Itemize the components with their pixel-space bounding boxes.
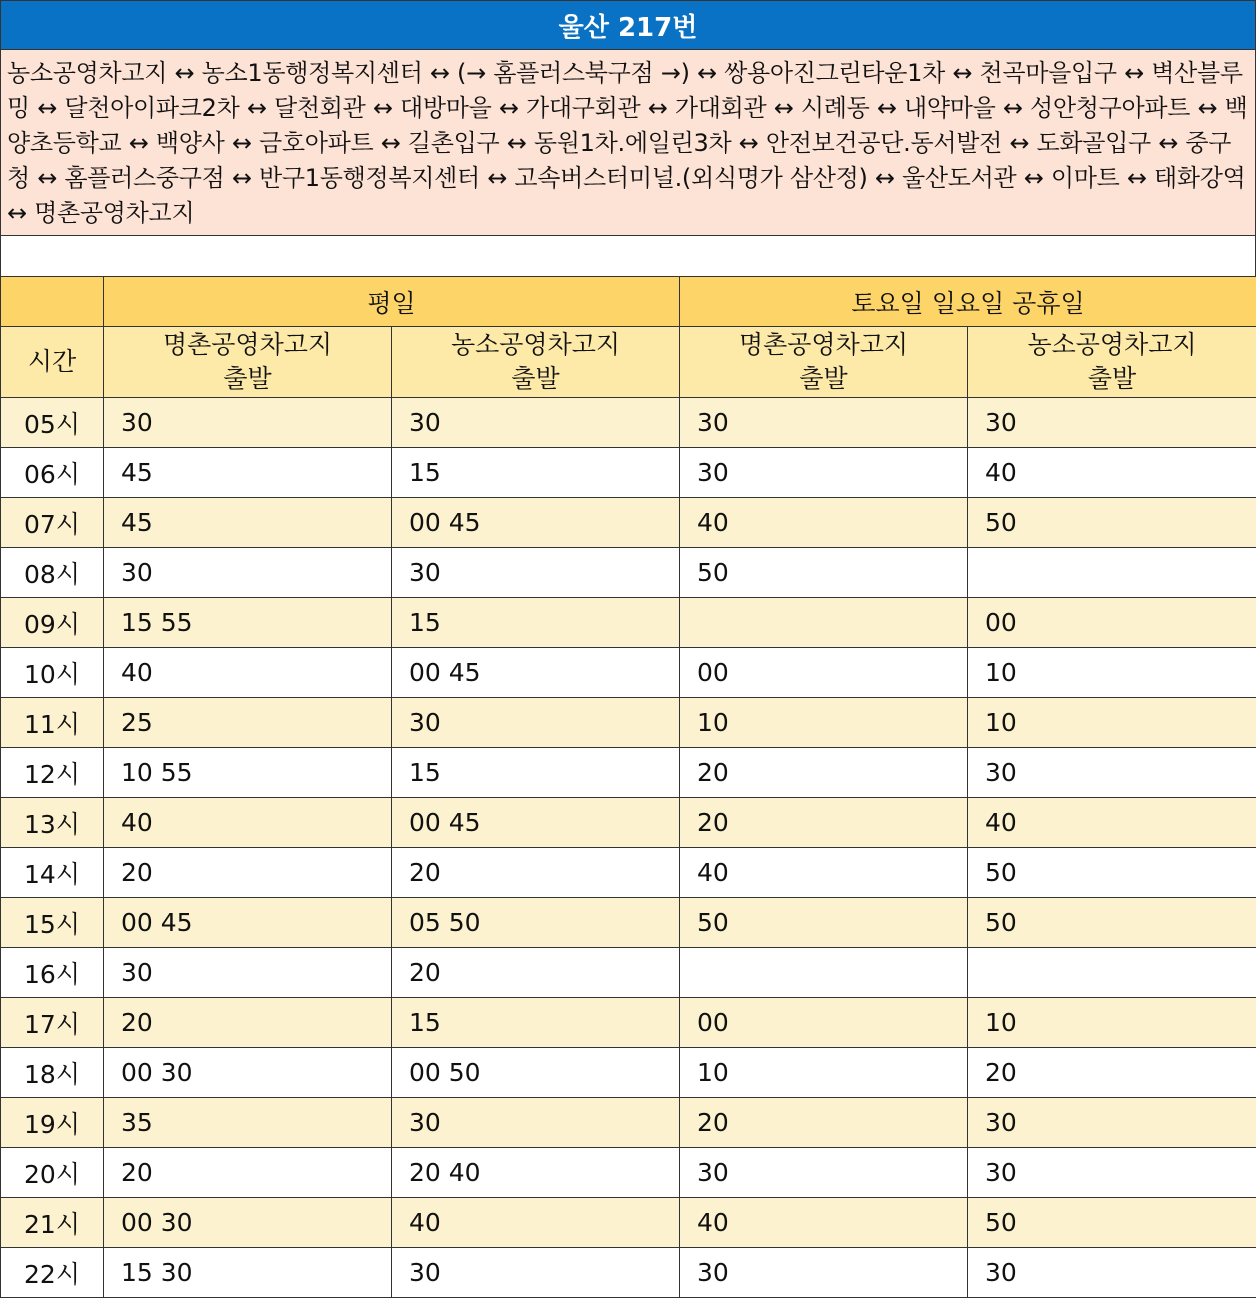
- minutes-cell: 30: [968, 1148, 1256, 1198]
- minutes-cell: 00: [680, 648, 968, 698]
- table-row: [1, 998, 1256, 1048]
- header-line: 출발: [680, 362, 967, 396]
- minutes-cell: 00 45: [392, 798, 680, 848]
- group-header-row: [1, 277, 1256, 327]
- table-row: [1, 898, 1256, 948]
- minutes-cell: 35: [104, 1098, 392, 1148]
- table-row: [1, 498, 1256, 548]
- table-row: [1, 448, 1256, 498]
- table-row: [1, 698, 1256, 748]
- table-row: [1, 1098, 1256, 1148]
- minutes-cell: 30: [680, 448, 968, 498]
- hour-cell: 16시: [1, 948, 104, 998]
- minutes-cell: 50: [968, 498, 1256, 548]
- hour-cell: 21시: [1, 1198, 104, 1248]
- sub-header-row: [1, 327, 1256, 398]
- corner-cell: [1, 277, 104, 327]
- minutes-cell: 40: [680, 848, 968, 898]
- minutes-cell: 30: [968, 1098, 1256, 1148]
- hour-cell: 09시: [1, 598, 104, 648]
- header-line: 농소공영차고지: [968, 328, 1256, 362]
- holiday-myeongchon-header: [680, 327, 968, 398]
- minutes-cell: 00 45: [392, 498, 680, 548]
- minutes-cell: 50: [680, 898, 968, 948]
- header-line: 출발: [392, 362, 679, 396]
- minutes-cell: 40: [968, 448, 1256, 498]
- minutes-cell: 20: [680, 748, 968, 798]
- minutes-cell: 30: [968, 398, 1256, 448]
- hour-cell: 12시: [1, 748, 104, 798]
- minutes-cell: 00 45: [104, 898, 392, 948]
- minutes-cell: 10 55: [104, 748, 392, 798]
- minutes-cell: 30: [104, 548, 392, 598]
- route-description: 농소공영차고지 ↔ 농소1동행정복지센터 ↔ (→ 홈플러스북구점 →) ↔ 쌍용아진그린타운1차 ↔ 천곡마을입구 ↔ 벽산블루밍 ↔ 달천아이파크2차 ↔ 달천회관 ↔ 대방마을 ↔ 가대구회관 ↔ 가대회관 ↔ 시례동 ↔ 내약마을 ↔ 성안청구아파트 ↔ 백양초등학교 ↔ 백양사 ↔ 금호아파트 ↔ 길촌입구 ↔ 동원1차.에일린3차 ↔ 안전보건공단.동서발전 ↔ 도화골입구 ↔ 중구청 ↔ 홈플러스중구점 ↔ 반구1동행정복지센터 ↔ 고속버스터미널.(외식명가 삼산정) ↔ 울산도서관 ↔ 이마트 ↔ 태화강역 ↔ 명촌공영차고지: [0, 50, 1256, 236]
- minutes-cell: 30: [104, 398, 392, 448]
- minutes-cell: 50: [968, 1198, 1256, 1248]
- hour-cell: 20시: [1, 1148, 104, 1198]
- minutes-cell: 30: [968, 748, 1256, 798]
- minutes-cell: 50: [968, 898, 1256, 948]
- hour-cell: 13시: [1, 798, 104, 848]
- minutes-cell: 15: [392, 998, 680, 1048]
- table-row: [1, 648, 1256, 698]
- minutes-cell: 15 30: [104, 1248, 392, 1298]
- hour-cell: 17시: [1, 998, 104, 1048]
- minutes-cell: [680, 948, 968, 998]
- table-row: [1, 398, 1256, 448]
- header-line: 출발: [104, 362, 391, 396]
- minutes-cell: 20: [392, 848, 680, 898]
- minutes-cell: 50: [968, 848, 1256, 898]
- minutes-cell: 00 45: [392, 648, 680, 698]
- table-row: [1, 948, 1256, 998]
- minutes-cell: 20: [680, 1098, 968, 1148]
- minutes-cell: 30: [392, 398, 680, 448]
- minutes-cell: 20 40: [392, 1148, 680, 1198]
- table-row: [1, 748, 1256, 798]
- weekday-nongso-header: [392, 327, 680, 398]
- minutes-cell: 30: [392, 698, 680, 748]
- table-row: [1, 1198, 1256, 1248]
- timetable-body: [1, 398, 1256, 1298]
- header-line: 명촌공영차고지: [680, 328, 967, 362]
- hour-cell: 18시: [1, 1048, 104, 1098]
- hour-cell: 07시: [1, 498, 104, 548]
- minutes-cell: 10: [968, 998, 1256, 1048]
- table-row: [1, 1048, 1256, 1098]
- minutes-cell: 40: [680, 498, 968, 548]
- minutes-cell: 05 50: [392, 898, 680, 948]
- weekday-header: 평일: [104, 277, 680, 327]
- minutes-cell: 30: [392, 548, 680, 598]
- hour-cell: 15시: [1, 898, 104, 948]
- table-row: [1, 1248, 1256, 1298]
- minutes-cell: 30: [680, 1248, 968, 1298]
- minutes-cell: 45: [104, 498, 392, 548]
- minutes-cell: 20: [392, 948, 680, 998]
- minutes-cell: 15: [392, 598, 680, 648]
- minutes-cell: 20: [104, 848, 392, 898]
- minutes-cell: 10: [680, 698, 968, 748]
- minutes-cell: [680, 598, 968, 648]
- page-title: 울산 217번: [0, 0, 1256, 50]
- minutes-cell: 30: [392, 1248, 680, 1298]
- minutes-cell: 25: [104, 698, 392, 748]
- header-line: 명촌공영차고지: [104, 328, 391, 362]
- minutes-cell: 40: [680, 1198, 968, 1248]
- table-row: [1, 548, 1256, 598]
- spacer: [0, 236, 1256, 276]
- minutes-cell: 40: [392, 1198, 680, 1248]
- hour-cell: 14시: [1, 848, 104, 898]
- minutes-cell: 40: [968, 798, 1256, 848]
- minutes-cell: 20: [104, 1148, 392, 1198]
- minutes-cell: 30: [968, 1248, 1256, 1298]
- table-row: [1, 1148, 1256, 1198]
- minutes-cell: 15 55: [104, 598, 392, 648]
- minutes-cell: 10: [680, 1048, 968, 1098]
- timetable: [0, 276, 1256, 1298]
- minutes-cell: 30: [392, 1098, 680, 1148]
- minutes-cell: [968, 548, 1256, 598]
- minutes-cell: 45: [104, 448, 392, 498]
- minutes-cell: 00 50: [392, 1048, 680, 1098]
- hour-cell: 22시: [1, 1248, 104, 1298]
- minutes-cell: 10: [968, 648, 1256, 698]
- hour-cell: 05시: [1, 398, 104, 448]
- minutes-cell: 30: [680, 1148, 968, 1198]
- table-row: [1, 848, 1256, 898]
- minutes-cell: 15: [392, 748, 680, 798]
- minutes-cell: 00 30: [104, 1048, 392, 1098]
- minutes-cell: 20: [104, 998, 392, 1048]
- minutes-cell: [968, 948, 1256, 998]
- hour-cell: 08시: [1, 548, 104, 598]
- minutes-cell: 20: [968, 1048, 1256, 1098]
- minutes-cell: 50: [680, 548, 968, 598]
- minutes-cell: 10: [968, 698, 1256, 748]
- holiday-nongso-header: [968, 327, 1256, 398]
- minutes-cell: 40: [104, 798, 392, 848]
- minutes-cell: 00: [680, 998, 968, 1048]
- header-line: 농소공영차고지: [392, 328, 679, 362]
- minutes-cell: 30: [104, 948, 392, 998]
- minutes-cell: 00: [968, 598, 1256, 648]
- minutes-cell: 30: [680, 398, 968, 448]
- weekend-holiday-header: 토요일 일요일 공휴일: [680, 277, 1256, 327]
- minutes-cell: 00 30: [104, 1198, 392, 1248]
- hour-cell: 11시: [1, 698, 104, 748]
- table-row: [1, 598, 1256, 648]
- minutes-cell: 40: [104, 648, 392, 698]
- minutes-cell: 15: [392, 448, 680, 498]
- header-line: 출발: [968, 362, 1256, 396]
- hour-cell: 06시: [1, 448, 104, 498]
- weekday-myeongchon-header: [104, 327, 392, 398]
- time-header: 시간: [1, 327, 104, 398]
- table-row: [1, 798, 1256, 848]
- hour-cell: 19시: [1, 1098, 104, 1148]
- hour-cell: 10시: [1, 648, 104, 698]
- minutes-cell: 20: [680, 798, 968, 848]
